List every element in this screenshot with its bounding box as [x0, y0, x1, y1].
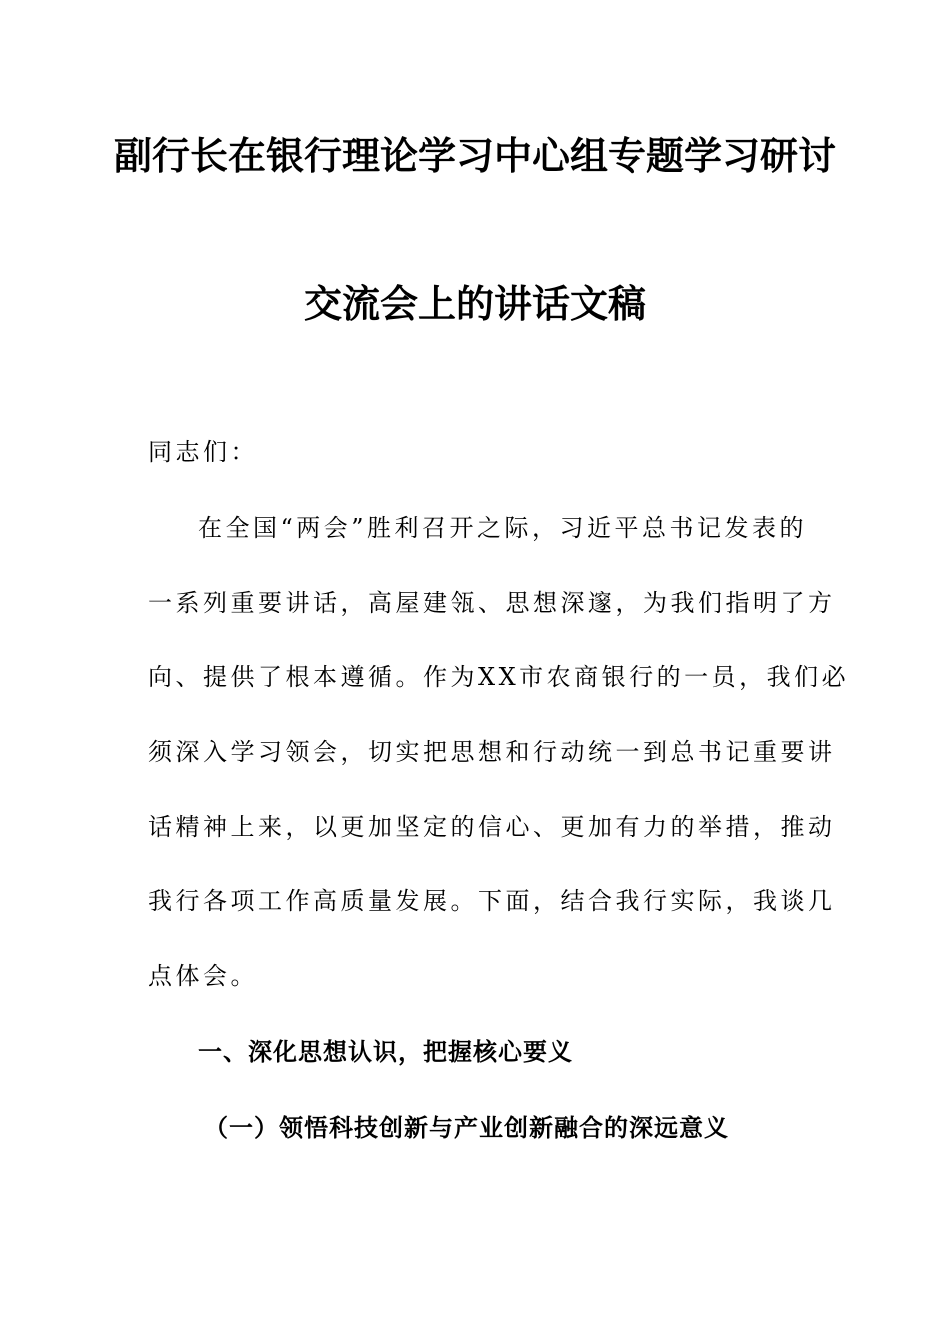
document-title-line-2: 交流会上的讲话文稿	[303, 282, 646, 326]
paragraph-line: 向、提供了根本遵循。作为XX市农商银行的一员，我们必	[148, 663, 850, 691]
subsection-heading: （一）领悟科技创新与产业创新融合的深远意义	[204, 1113, 729, 1142]
paragraph-line: 在全国“两会”胜利召开之际，习近平总书记发表的	[198, 514, 808, 542]
paragraph-line: 须深入学习领会，切实把思想和行动统一到总书记重要讲	[148, 738, 836, 766]
paragraph-line: 我行各项工作高质量发展。下面，结合我行实际，我谈几	[148, 887, 836, 915]
document-title-line-1: 副行长在银行理论学习中心组专题学习研讨	[113, 134, 836, 178]
paragraph-line: 点体会。	[148, 962, 258, 990]
paragraph-line: 一系列重要讲话，高屋建瓴、思想深邃，为我们指明了方	[148, 589, 836, 617]
salutation: 同志们：	[148, 438, 258, 466]
section-heading: 一、深化思想认识，把握核心要义	[198, 1037, 573, 1066]
paragraph-line: 话精神上来，以更加坚定的信心、更加有力的举措，推动	[148, 813, 836, 841]
